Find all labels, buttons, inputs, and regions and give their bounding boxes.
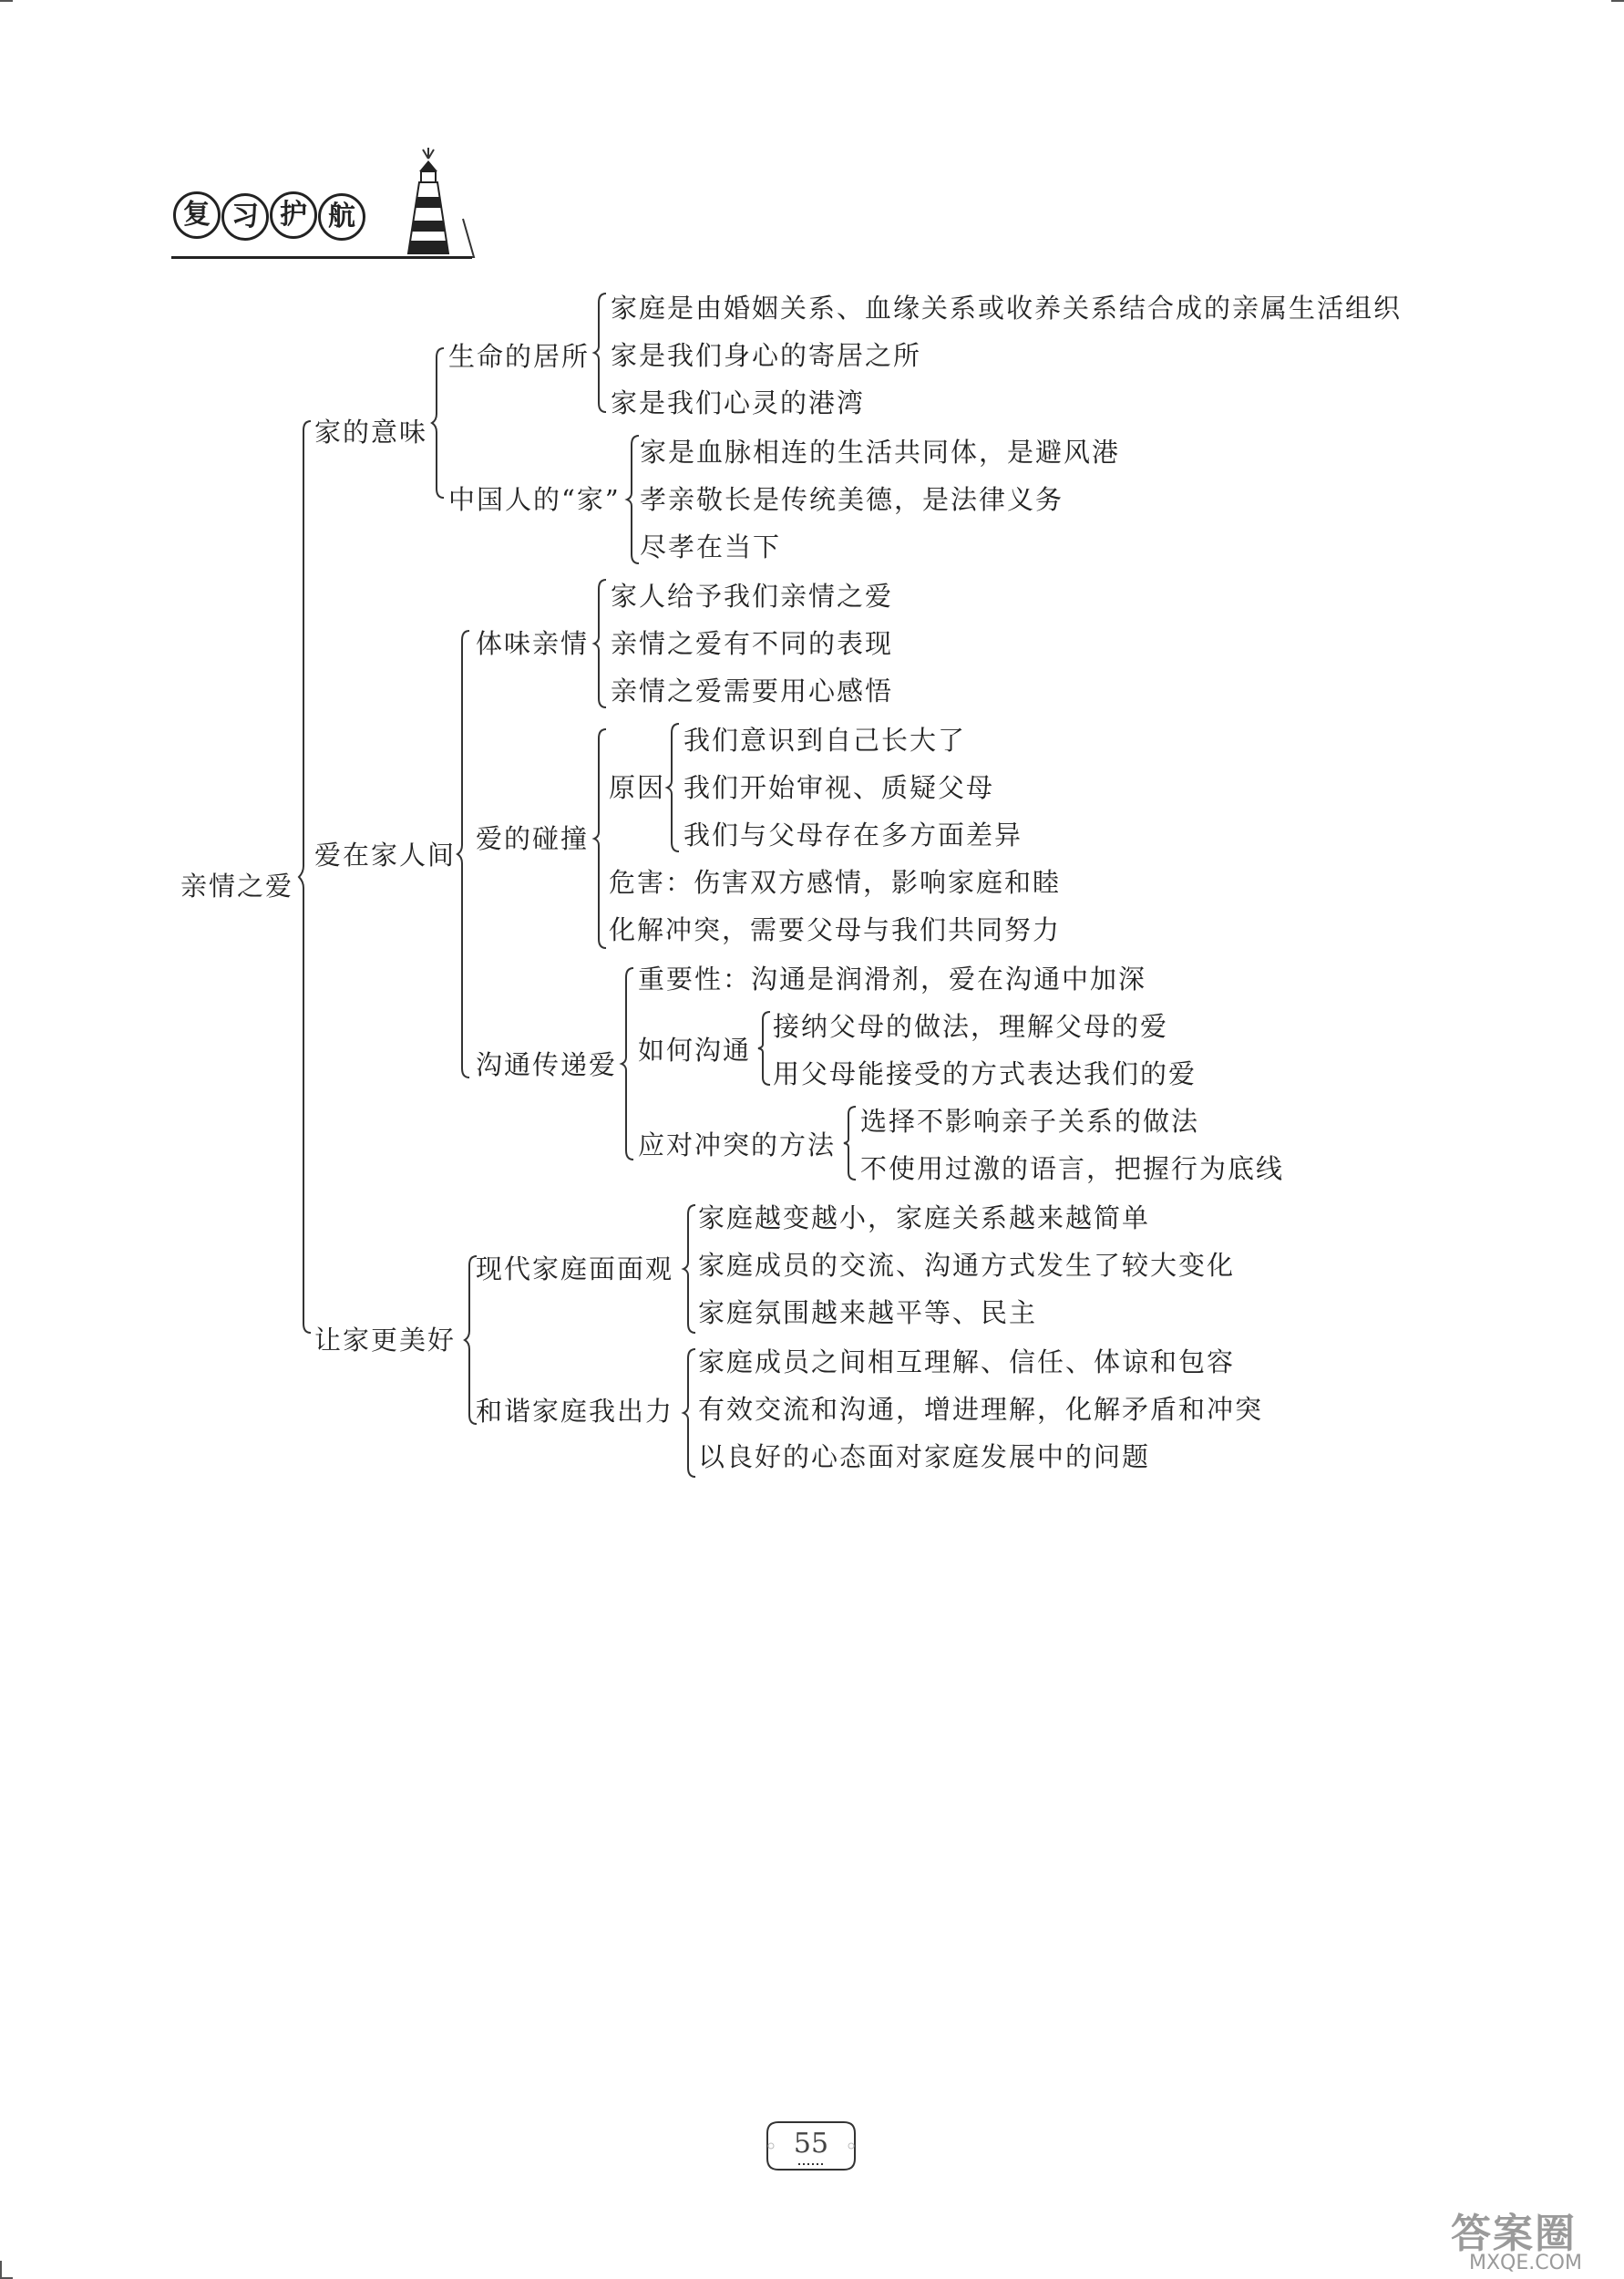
crop-mark xyxy=(1611,0,1624,2)
crop-mark xyxy=(0,0,13,2)
branch-better-home: 让家更美好 xyxy=(314,1325,457,1356)
branch-love-in-family: 爱在家人间 xyxy=(314,840,457,871)
brace-conflict-methods xyxy=(844,1107,857,1180)
brace-life-dwelling xyxy=(594,294,607,412)
brace-feel-affection xyxy=(594,580,607,707)
lighthouse-icon xyxy=(383,146,483,260)
header-char: 习 xyxy=(221,193,269,241)
node-communication: 沟通传递爱 xyxy=(476,1049,618,1080)
node-feel-affection: 体味亲情 xyxy=(476,628,590,659)
node-life-dwelling: 生命的居所 xyxy=(448,341,591,372)
node-conflict-methods: 应对冲突的方法 xyxy=(638,1129,837,1160)
leaf-item: 家庭成员之间相互理解、信任、体谅和包容 xyxy=(698,1346,1236,1377)
watermark-logo: 答案圈 xyxy=(1451,2211,1577,2257)
brace-root xyxy=(299,421,312,1333)
leaf-item: 不使用过激的语言，把握行为底线 xyxy=(860,1153,1285,1184)
brace-harmony xyxy=(684,1349,696,1477)
page-number-badge xyxy=(766,2115,857,2177)
leaf-item: 家庭越变越小，家庭关系越来越简单 xyxy=(698,1202,1151,1233)
leaf-item: 用父母能接受的方式表达我们的爱 xyxy=(773,1058,1197,1089)
brace-reasons xyxy=(667,724,680,851)
header-char: 护 xyxy=(270,191,317,239)
brace-chinese-home xyxy=(627,436,640,563)
header-char: 复 xyxy=(173,191,221,239)
brace-how-communicate xyxy=(758,1012,771,1085)
leaf-item: 化解冲突，需要父母与我们共同努力 xyxy=(609,914,1062,945)
leaf-item: 家人给予我们亲情之爱 xyxy=(611,581,894,612)
leaf-item: 家是我们身心的寄居之所 xyxy=(611,340,922,371)
node-chinese-home: 中国人的“家” xyxy=(448,484,621,515)
leaf-item: 以良好的心态面对家庭发展中的问题 xyxy=(698,1441,1151,1472)
leaf-item: 家庭氛围越来越平等、民主 xyxy=(698,1297,1038,1328)
root-node: 亲情之爱 xyxy=(180,871,294,902)
node-harmony: 和谐家庭我出力 xyxy=(476,1396,674,1427)
brace-love-in-family xyxy=(457,631,470,1078)
header-underline xyxy=(171,256,472,259)
leaf-item: 选择不影响亲子关系的做法 xyxy=(860,1106,1200,1137)
header-char: 航 xyxy=(318,193,365,241)
leaf-item: 孝亲敬长是传统美德，是法律义务 xyxy=(640,484,1064,515)
leaf-item: 重要性：沟通是润滑剂，爱在沟通中加深 xyxy=(638,964,1147,995)
leaf-item: 家庭成员的交流、沟通方式发生了较大变化 xyxy=(698,1250,1236,1281)
page-number: 55 xyxy=(793,2128,829,2160)
leaf-item: 亲情之爱有不同的表现 xyxy=(611,628,894,659)
leaf-item: 接纳父母的做法，理解父母的爱 xyxy=(773,1011,1169,1042)
crop-mark xyxy=(0,2261,2,2279)
leaf-item: 有效交流和沟通，增进理解，化解矛盾和冲突 xyxy=(698,1394,1264,1425)
leaf-item: 家是我们心灵的港湾 xyxy=(611,387,866,418)
branch-family-meaning: 家的意味 xyxy=(314,417,428,448)
leaf-item: 家是血脉相连的生活共同体，是避风港 xyxy=(640,437,1121,468)
brace-family-meaning xyxy=(432,348,445,498)
leaf-item: 危害：伤害双方感情，影响家庭和睦 xyxy=(609,867,1062,898)
watermark-url: MXQE.COM xyxy=(1469,2252,1582,2274)
leaf-item: 我们意识到自己长大了 xyxy=(684,725,967,756)
leaf-item: 亲情之爱需要用心感悟 xyxy=(611,675,894,706)
leaf-item: 我们与父母存在多方面差异 xyxy=(684,820,1023,851)
node-love-collision: 爱的碰撞 xyxy=(476,823,590,854)
brace-love-collision xyxy=(594,729,607,948)
node-modern-family: 现代家庭面面观 xyxy=(476,1253,674,1284)
node-how-communicate: 如何沟通 xyxy=(638,1035,752,1066)
brace-communication xyxy=(622,968,634,1160)
brace-modern-family xyxy=(684,1205,696,1333)
leaf-item: 尽孝在当下 xyxy=(640,531,782,562)
node-reasons: 原因 xyxy=(609,772,666,803)
leaf-item: 家庭是由婚姻关系、血缘关系或收养关系结合成的亲属生活组织 xyxy=(611,293,1403,324)
leaf-item: 我们开始审视、质疑父母 xyxy=(684,772,995,803)
